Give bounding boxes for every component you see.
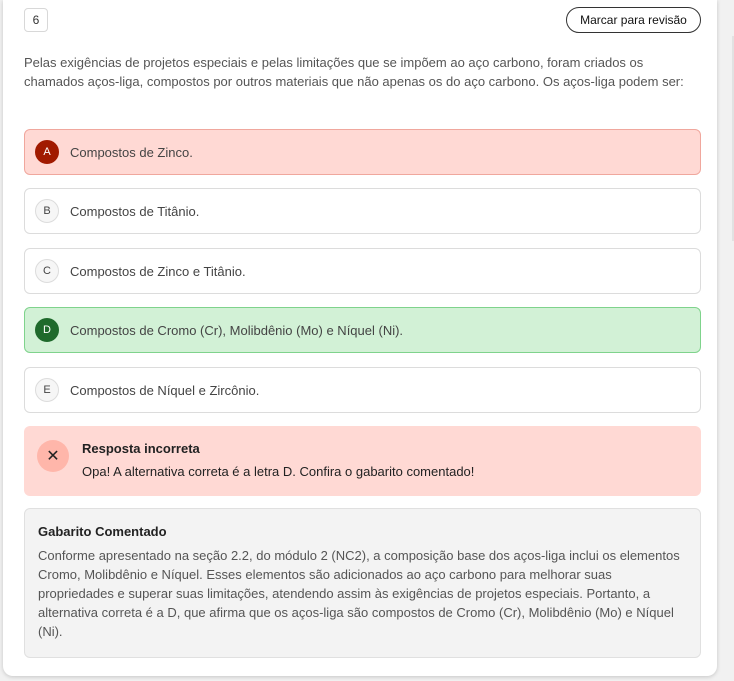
- option-letter: C: [35, 259, 59, 283]
- option-letter: E: [35, 378, 59, 402]
- question-number: 6: [24, 8, 48, 32]
- option-letter: A: [35, 140, 59, 164]
- close-icon: ✕: [37, 440, 69, 472]
- feedback-text: Opa! A alternativa correta é a letra D. Confira o gabarito comentado!: [82, 464, 475, 479]
- option-letter: D: [35, 318, 59, 342]
- commentary-title: Gabarito Comentado: [38, 524, 167, 539]
- option-d[interactable]: [24, 307, 701, 353]
- option-e[interactable]: [24, 367, 701, 413]
- option-c[interactable]: [24, 248, 701, 294]
- option-text: Compostos de Zinco e Titânio.: [70, 263, 246, 279]
- question-text: Pelas exigências de projetos especiais e pelas limitações que se impõem ao aço carbono, foram criados os chamados aços-liga, compostos por outros materiais que não apenas os do aço carbono. Os aços-liga podem ser:: [24, 55, 684, 89]
- commentary-text: Conforme apresentado na seção 2.2, do módulo 2 (NC2), a composição base dos aços-liga inclui os elementos Cromo, Molibdênio e Níquel. Esses elementos são adicionados ao aço carbono para melhorar suas propriedades e superar suas limitações, atendendo assim às exigências de projetos especiais. Portanto, a alternativa correta é a D, que afirma que os aços-liga são compostos de Cromo (Cr), Molibdênio (Mo) e Níquel (Ni).: [38, 548, 680, 639]
- option-b[interactable]: [24, 188, 701, 234]
- option-text: Compostos de Titânio.: [70, 203, 200, 219]
- mark-for-review-button[interactable]: Marcar para revisão: [566, 7, 701, 33]
- feedback-banner: [24, 426, 701, 496]
- option-text: Compostos de Zinco.: [70, 144, 193, 160]
- feedback-title: Resposta incorreta: [82, 441, 200, 456]
- option-letter: B: [35, 199, 59, 223]
- option-text: Compostos de Níquel e Zircônio.: [70, 382, 260, 398]
- option-text: Compostos de Cromo (Cr), Molibdênio (Mo) e Níquel (Ni).: [70, 322, 404, 338]
- answer-commentary: [24, 508, 701, 658]
- question-card: [3, 0, 717, 676]
- option-a[interactable]: [24, 129, 701, 175]
